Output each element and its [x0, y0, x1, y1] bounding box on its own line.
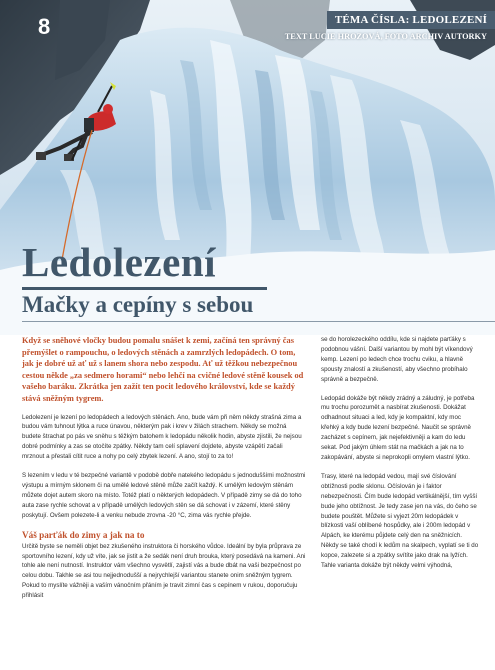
body-paragraph: Trasy, které na ledopád vedou, mají své číslování obtížnosti podle sklonu. Očíslován je i faktor nebezpečnosti. Čím bude ledopád vertikálnější, tím vyšší bude jeho obtížnost. Je tedy zase jen na vás, do čeho se budete pouštět. Můžete si vyjezt 20m ledopádek v blízkosti vaší oblíbené hospůdky, ale i 200m ledopád v Alpách, ke kterému půjdete celý den na sněžnicích. Někdy se také chodí k ledům na skalpech, vyplatí se ti do kopce, zalezete si a zpátky svítíte jako drak na lyžích. Tahle varianta dokáže být někdy velmi výhodná,: [321, 472, 479, 570]
page-number: 8: [38, 14, 51, 39]
lead-paragraph: Když se sněhové vločky budou pomalu snášet k zemi, začíná ten správný čas přemýšlet o rampouchu, o ledových stěnách a zamrzlých ledopádech. O tom, jak je dobré už ať už s lanem shora nebo zespodu. Ať už těžkou nebezpečnou cestou někde „za sedmero horami“ nebo lehčí na cvičné ledové stěně kousek od vašeho baráku. Zkrátka jen zažít ten pocit ledového království, kde se každý stává sněžným tygrem.: [22, 336, 304, 403]
section-heading: Váš parťák do zimy a jak na to: [22, 529, 145, 540]
body-paragraph: Určitě byste se neměli objet bez zkušeného instruktora či horského vůdce. Ideální by byla průprava ze sportovního lezení, kdy už víte, jak se jistit a že sedák není druh brouka, který posedává na kameni. Ani tohle ale není nutností. Instruktor vám všechno vysvětlí, zajistí vás a bude dbát na vaši bezpečnost po celou dobu. Takhle se asi tou nejjednodušší a nejrychlejší variantou stanete onim sněžným tygrem. Pokud to myslíte vážněji a vaším vánočním přáním je travit zimní čas s cepínem v rukou, doporučuju přihlásit: [22, 542, 306, 600]
article-subtitle: Mačky a cepíny s sebou: [22, 292, 254, 317]
body-paragraph: se do horolezeckého oddílu, kde si najdete parťáky s podobnou vášní. Další variantou by mohl být víkendový kemp. Lezení po ledech chce trochu cviku, a hlavně spousty znalostí a zkušeností, aby všechno probíhalo správně a bezpečně.: [321, 336, 473, 383]
body-paragraph: Ledopád dokáže být někdy zrádný a záludný, je potřeba mu trochu porozumět a nasbírat zkušenosti. Dokážat odhadnout situaci a led, kdy je kompaktní, kdy moc křehký a kdy bude lezení bezpečné. Naučit se správně zacházet s cepínem, jak nejefektivněji a kam do ledu sekat. Pod jakým úhlem stát na mačkách a jak na to zakopávání, abyste si neprokopli omylem vlastní lýtko.: [321, 394, 475, 461]
subtitle-divider: [22, 321, 495, 322]
topic-banner: TÉMA ČÍSLA: LEDOLEZENÍ: [327, 11, 495, 29]
body-paragraph: S lezením v ledu v té bezpečné variantě v podobě dobře natekého ledopádu s jednoduššími možnostmi výstupu a mírným sklonem či na umělé ledové stěně může začít každý. K umělým ledovým stěnám můžete dojet autem skoro na místo. Totéž platí o některých ledopádech. V případě zimy se dá do toho auta zase rychle schovat a v případě umělých ledových stěn se dá schovat i v zázemí, které stěny poskytují. Ovšem polezete-li a venku nebude zrovna -20 °C, zima vás rychle přejde.: [22, 472, 306, 519]
body-paragraph: Ledolezení je lezení po ledopádech a ledových stěnách. Ano, bude vám při něm někdy strašná zima a budou vám tuhnout lýtka a ruce únavou, některým pak i krev v žilách strachem. Někdy se možná budete štrachat po pás ve sněhu s těžkým batohem k ledopádu několik hodin, abyste zjistili, že nejsou dobré podmínky a zas se otočíte zpátky. Někdy tam celí splavení dojdete, abyste vzápětí začali mrznout a přestali cítit ruce a nohy po celý zbytek lezení. A ano, stojí to za to!: [22, 413, 302, 461]
left-column: [22, 335, 306, 610]
right-column: [321, 335, 479, 580]
author-credit: TEXT LUCIE HROZOVÁ, FOTO ARCHIV AUTORKY: [284, 32, 487, 41]
title-underline: [22, 287, 267, 290]
article-title: Ledolezení: [22, 239, 217, 285]
